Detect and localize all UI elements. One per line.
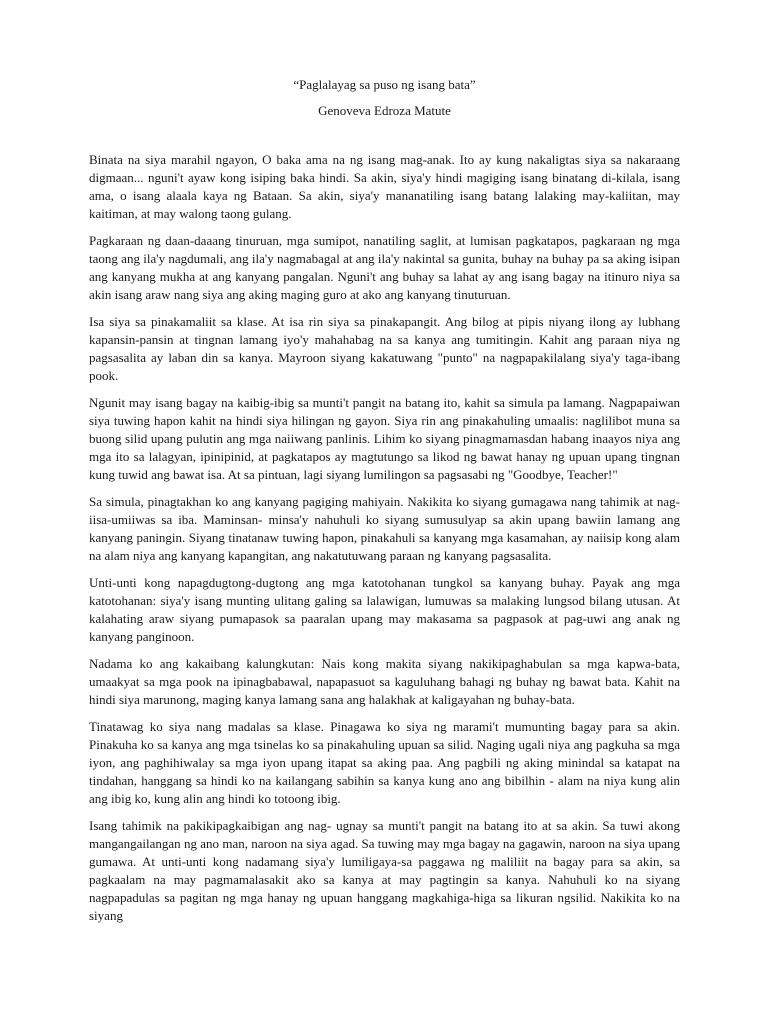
paragraph: Pagkaraan ng daan-daaang tinuruan, mga sumipot, nanatiling saglit, at lumisan pagkatapos, pagkaraan ng mga taong ang ila'y nagdumali, ang ila'y nagmabagal at ang ila'y nakintal sa gunita, buhay na buhay pa sa aking isipan ang kanyang mukha at ang kanyang pangalan. Nguni't ang buhay sa lahat ay ang isang bagay na itinuro niya sa akin isang araw nang siya ang aking maging guro at ako ang kanyang tinuturuan. xyxy=(89,233,680,302)
paragraph: Sa simula, pinagtakhan ko ang kanyang pagiging mahiyain. Nakikita ko siyang gumagawa nang tahimik at nag-iisa-umiiwas sa iba. Maminsan- minsa'y nahuhuli ko siyang sumusulyap sa akin upang bawiin lamang ang kanyang paningin. Siyang tinatanaw tuwing hapon, pinakahuli sa kanyang mga kasamahan, ay naiisip kong alam na alam niya ang kanyang kapangitan, ang nakatutuwang paraan ng kanyang pagsasalita. xyxy=(89,494,680,563)
paragraph: Unti-unti kong napagdugtong-dugtong ang mga katotohanan tungkol sa kanyang buhay. Payak ang mga katotohanan: siya'y isang munting ulitang galing sa lalawigan, lumuwas sa malaking lungsod bilang utusan. At kalahating araw siyang pumapasok sa paaralan upang may makasama sa pagpasok at pag-uwi ang anak ng kanyang panginoon. xyxy=(89,575,680,644)
paragraph: Isang tahimik na pakikipagkaibigan ang nag- ugnay sa munti't pangit na batang ito at sa akin. Sa tuwi akong mangangailangan ng ano man, naroon na siya agad. Sa tuwing may mga bagay na gagawin, naroon na siya upang gumawa. At unti-unti kong nadamang siya'y lumiligaya-sa paggawa ng maliliit na bagay para sa akin, sa pagkaalam na may pagmamalasakit ako sa kanya at may pagtingin sa kanya. Nahuhuli ko na siyang nagpapadulas sa pagitan ng mga hanay ng upuan hanggang magkahiga-higa sa likuran ngsilid. Nakikita ko na siyang xyxy=(89,818,680,923)
document-title: “Paglalayag sa puso ng isang bata” xyxy=(293,77,476,92)
document-author: Genoveva Edroza Matute xyxy=(318,103,451,118)
paragraph: Ngunit may isang bagay na kaibig-ibig sa munti't pangit na batang ito, kahit sa simula pa lamang. Nagpapaiwan siya tuwing hapon kahit na hindi siya hilingan ng gayon. Siya rin ang pinakahuling umaalis: naglilibot muna sa buong silid upang pulutin ang mga naiiwang panlinis. Lihim ko siyang pinagmamasdan habang inaayos niya ang mga ito sa lalagyan, ipinipinid, at pagkatapos ay magtutungo sa likod ng bawat hanay ng upuan upang tingnan kung tuwid ang bawat isa. At sa pintuan, lagi siyang lumilingon sa pagsasabi ng "Goodbye, Teacher!" xyxy=(89,395,680,482)
paragraph: Binata na siya marahil ngayon, O baka ama na ng isang mag-anak. Ito ay kung nakaligtas siya sa nakaraang digmaan... nguni't ayaw kong isiping baka hindi. Sa akin, siya'y hindi magiging isang binatang di-kilala, isang ama, o isang alaala kaya ng Bataan. Sa akin, siya'y mananatiling isang batang lalaking may-kaliitan, may kaitiman, at may walong taong gulang. xyxy=(89,152,680,221)
paragraph: Nadama ko ang kakaibang kalungkutan: Nais kong makita siyang nakikipaghabulan sa mga kapwa-bata, umaakyat sa mga pook na ipinagbabawal, napapasuot sa kaguluhang bahagi ng buhay ng bawat bata. Kahit na hindi siya marunong, maging kanya lamang sana ang halakhak at kaligayahan ng buhay-bata. xyxy=(89,656,680,707)
document-body xyxy=(89,151,680,925)
paragraph: Tinatawag ko siya nang madalas sa klase. Pinagawa ko siya ng marami't mumunting bagay para sa akin. Pinakuha ko sa kanya ang mga tsinelas ko sa pinakahuling upuan sa silid. Naging ugali niya ang pagkuha sa mga iyon, ang paghihiwalay sa mga iyon upang itapat sa aking paa. Ang pagbili ng aking minindal sa katapat na tindahan, hanggang sa hindi ko na kailangang sabihin sa kanya kung ano ang bibilhin - alam na niya kung alin ang ibig ko, kung alin ang hindi ko totoong ibig. xyxy=(89,719,680,806)
paragraph: Isa siya sa pinakamaliit sa klase. At isa rin siya sa pinakapangit. Ang bilog at pipis niyang ilong ay lubhang kapansin-pansin at tingnan lamang iyo'y mahahabag na sa kanya ang tumitingin. Kahit ang paraan niya ng pagsasalita ay laban din sa kanya. Mayroon siyang kakatuwang "punto" na nagpapakilalang siya'y taga-ibang pook. xyxy=(89,314,680,383)
